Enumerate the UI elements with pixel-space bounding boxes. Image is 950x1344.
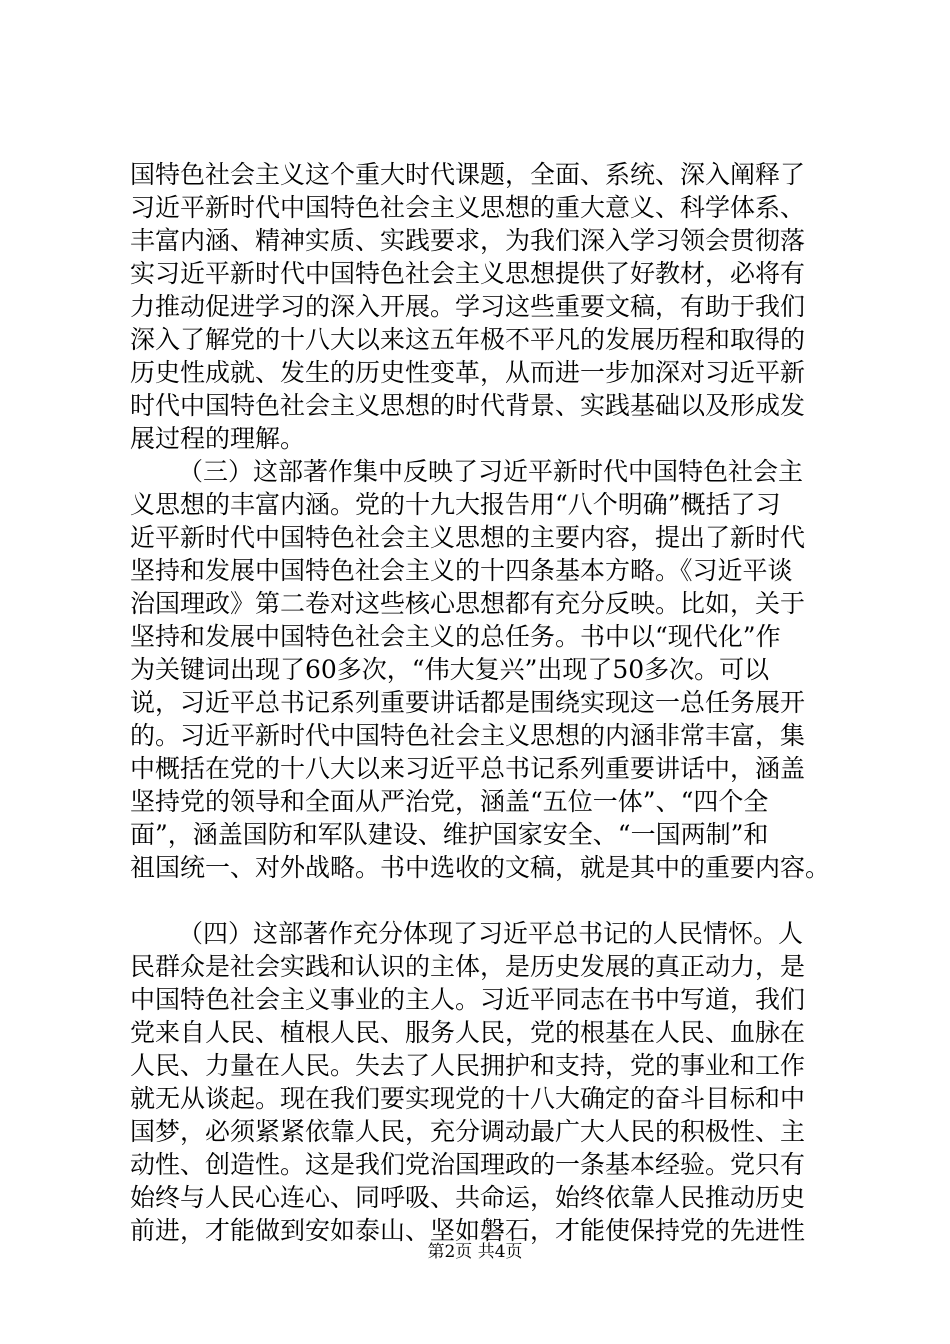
text-line: （四）这部著作充分体现了习近平总书记的人民情怀。人 [178,919,804,948]
document-body [130,158,835,1247]
text-line: 展过程的理解。 [130,424,306,453]
text-line: 的。习近平新时代中国特色社会主义思想的内涵非常丰富，集 [130,721,806,750]
page-number-footer: 第2页 共4页 [427,1242,523,1262]
text-line: 坚持和发展中国特色社会主义的总任务。书中以“现代化”作 [130,622,781,651]
text-line: 国特色社会主义这个重大时代课题，全面、系统、深入阐释了 [130,160,806,189]
text-line: 深入了解党的十八大以来这五年极不平凡的发展历程和取得的 [130,325,806,354]
text-line: 面”，涵盖国防和军队建设、维护国家安全、“一国两制”和 [130,820,769,849]
text-line: 实习近平新时代中国特色社会主义思想提供了好教材，必将有 [130,259,806,288]
text-line: 就无从谈起。现在我们要实现党的十八大确定的奋斗目标和中 [130,1084,806,1113]
text-line: 时代中国特色社会主义思想的时代背景、实践基础以及形成发 [130,391,806,420]
paragraph-2 [130,455,835,884]
text-line: 中概括在党的十八大以来习近平总书记系列重要讲话中，涵盖 [130,754,806,783]
text-line: 坚持和发展中国特色社会主义的十四条基本方略。《习近平谈 [130,556,793,585]
text-line: 中国特色社会主义事业的主人。习近平同志在书中写道，我们 [130,985,806,1014]
text-line: 动性、创造性。这是我们党治国理政的一条基本经验。党只有 [130,1150,806,1179]
text-line: 近平新时代中国特色社会主义思想的主要内容，提出了新时代 [130,523,806,552]
paragraph-gap [130,884,835,917]
text-line: 义思想的丰富内涵。党的十九大报告用“八个明确”概括了习 [130,490,781,519]
text-line: 民群众是社会实践和认识的主体，是历史发展的真正动力，是 [130,952,806,981]
text-line: 为关键词出现了60多次，“伟大复兴”出现了50多次。可以 [130,655,770,684]
text-line: 习近平新时代中国特色社会主义思想的重大意义、科学体系、 [130,193,806,222]
paragraph-3 [130,917,835,1247]
text-line: 说，习近平总书记系列重要讲话都是围绕实现这一总任务展开 [130,688,806,717]
paragraph-1 [130,158,835,455]
text-line: 党来自人民、植根人民、服务人民，党的根基在人民、血脉在 [130,1018,806,1047]
text-line: 历史性成就、发生的历史性变革，从而进一步加深对习近平新 [130,358,806,387]
text-line: 力推动促进学习的深入开展。学习这些重要文稿，有助于我们 [130,292,806,321]
text-line: 国梦，必须紧紧依靠人民，充分调动最广大人民的积极性、主 [130,1117,806,1146]
text-line: 始终与人民心连心、同呼吸、共命运，始终依靠人民推动历史 [130,1183,806,1212]
text-line: 人民、力量在人民。失去了人民拥护和支持，党的事业和工作 [130,1051,806,1080]
text-line: 祖国统一、对外战略。书中选收的文稿，就是其中的重要内容。 [130,853,831,882]
text-line: 坚持党的领导和全面从严治党，涵盖“五位一体”、“四个全 [130,787,769,816]
text-line: 治国理政》第二卷对这些核心思想都有充分反映。比如，关于 [130,589,806,618]
text-line: 前进，才能做到安如泰山、坚如磐石，才能使保持党的先进性 [130,1216,806,1245]
text-line: （三）这部著作集中反映了习近平新时代中国特色社会主 [178,457,804,486]
text-line: 丰富内涵、精神实质、实践要求，为我们深入学习领会贯彻落 [130,226,806,255]
